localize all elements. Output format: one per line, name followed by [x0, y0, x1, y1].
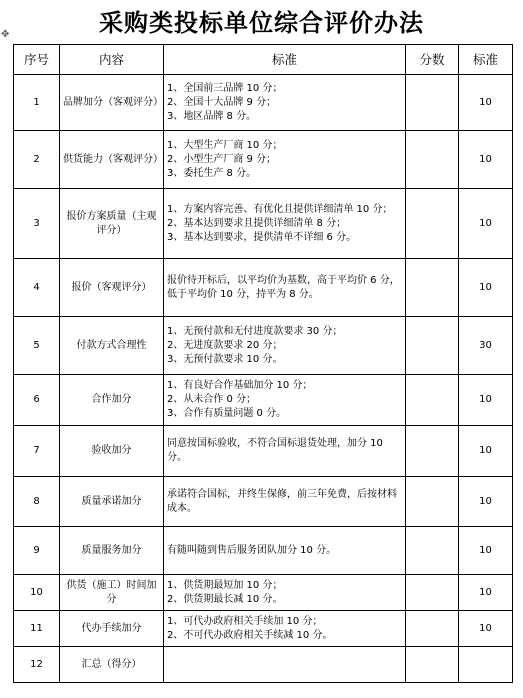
criteria-line: 承诺符合国标，并终生保修，前三年免费，后按材料成本。 — [167, 488, 397, 514]
criteria-line: 1、方案内容完善、有优化且提供详细清单 10 分； — [167, 203, 393, 215]
row-max-score: 10 — [459, 75, 513, 131]
row-number: 6 — [14, 375, 60, 426]
header-max: 标准 — [459, 45, 513, 75]
row-item: 代办手续加分 — [60, 611, 164, 647]
row-criteria — [164, 477, 406, 527]
row-max-score — [459, 647, 513, 683]
row-item: 合作加分 — [60, 375, 164, 426]
criteria-line: 2、基本达到要求且提供详细清单 8 分； — [167, 217, 347, 229]
criteria-line: 3、地区品牌 8 分。 — [167, 110, 257, 122]
criteria-line: 2、供货期最长减 10 分。 — [167, 593, 283, 605]
row-item: 供货（施工）时间加分 — [60, 575, 164, 611]
criteria-line: 2、无进度款要求 20 分； — [167, 339, 283, 351]
row-max-score: 10 — [459, 426, 513, 477]
row-number: 2 — [14, 131, 60, 189]
row-criteria — [164, 575, 406, 611]
row-score-input[interactable] — [406, 611, 459, 647]
row-number: 3 — [14, 189, 60, 259]
criteria-line: 1、大型生产厂商 10 分； — [167, 139, 283, 151]
row-score-input[interactable] — [406, 131, 459, 189]
table-move-handle-icon[interactable]: ✥ — [1, 29, 10, 40]
row-criteria — [164, 426, 406, 477]
row-criteria — [164, 131, 406, 189]
row-score-input[interactable] — [406, 426, 459, 477]
row-score-input[interactable] — [406, 259, 459, 317]
criteria-line: 2、小型生产厂商 9 分； — [167, 153, 277, 165]
row-max-score: 10 — [459, 131, 513, 189]
criteria-line: 3、委托生产 8 分。 — [167, 167, 257, 179]
row-number: 8 — [14, 477, 60, 527]
row-item: 质量承诺加分 — [60, 477, 164, 527]
row-score-input[interactable] — [406, 375, 459, 426]
row-criteria — [164, 611, 406, 647]
row-max-score: 10 — [459, 611, 513, 647]
table-row — [14, 131, 513, 189]
row-item: 质量服务加分 — [60, 527, 164, 575]
row-number: 9 — [14, 527, 60, 575]
row-max-score: 10 — [459, 259, 513, 317]
row-number: 7 — [14, 426, 60, 477]
header-num: 序号 — [14, 45, 60, 75]
row-item: 报价（客观评分） — [60, 259, 164, 317]
criteria-line: 1、全国前三品牌 10 分； — [167, 82, 283, 94]
criteria-line: 1、可代办政府相关手续加 10 分； — [167, 615, 323, 627]
row-score-input[interactable] — [406, 477, 459, 527]
row-criteria — [164, 647, 406, 683]
row-number: 12 — [14, 647, 60, 683]
header-item: 内容 — [60, 45, 164, 75]
criteria-line: 2、从未合作 0 分； — [167, 394, 257, 405]
row-criteria — [164, 259, 406, 317]
criteria-line: 3、基本达到要求，提供清单不详细 6 分。 — [167, 231, 357, 243]
document-title: 采购类投标单位综合评价办法 — [99, 8, 424, 37]
row-max-score: 10 — [459, 575, 513, 611]
row-criteria — [164, 317, 406, 375]
table-row — [14, 477, 513, 527]
row-max-score: 10 — [459, 375, 513, 426]
row-score-input[interactable] — [406, 75, 459, 131]
row-max-score: 10 — [459, 527, 513, 575]
evaluation-table — [13, 44, 513, 683]
criteria-line: 1、供货期最短加 10 分； — [167, 579, 283, 591]
row-item: 报价方案质量（主观评分） — [60, 189, 164, 259]
row-criteria — [164, 189, 406, 259]
table-row — [14, 611, 513, 647]
row-number: 10 — [14, 575, 60, 611]
table-row — [14, 647, 513, 683]
row-max-score: 30 — [459, 317, 513, 375]
criteria-line: 报价待开标后，以平均价为基数，高于平均价 6 分，低于平均价 10 分，持平为 8 分。 — [167, 274, 400, 300]
criteria-line: 3、无预付款要求 10 分。 — [167, 353, 283, 365]
table-row — [14, 426, 513, 477]
row-number: 4 — [14, 259, 60, 317]
row-score-input[interactable] — [406, 527, 459, 575]
criteria-line: 1、无预付款和无付进度款要求 30 分； — [167, 325, 343, 337]
table-row — [14, 575, 513, 611]
table-row — [14, 259, 513, 317]
row-max-score: 10 — [459, 477, 513, 527]
table-body — [14, 75, 513, 683]
row-item: 验收加分 — [60, 426, 164, 477]
header-criteria: 标准 — [164, 45, 406, 75]
table-row — [14, 317, 513, 375]
criteria-line: 2、全国十大品牌 9 分； — [167, 96, 277, 108]
header-score: 分数 — [406, 45, 459, 75]
row-criteria — [164, 75, 406, 131]
row-criteria — [164, 375, 406, 426]
row-criteria — [164, 527, 406, 575]
row-score-input[interactable] — [406, 317, 459, 375]
row-item: 付款方式合理性 — [60, 317, 164, 375]
row-number: 5 — [14, 317, 60, 375]
criteria-line: 有随叫随到售后服务团队加分 10 分。 — [167, 544, 337, 556]
criteria-line: 1、有良好合作基础加分 10 分； — [167, 380, 313, 391]
table-row — [14, 375, 513, 426]
row-score-input[interactable] — [406, 189, 459, 259]
row-max-score: 10 — [459, 189, 513, 259]
table-row — [14, 189, 513, 259]
row-score-input[interactable] — [406, 575, 459, 611]
row-score-input[interactable] — [406, 647, 459, 683]
row-item: 品牌加分（客观评分） — [60, 75, 164, 131]
row-number: 1 — [14, 75, 60, 131]
row-item: 供货能力（客观评分） — [60, 131, 164, 189]
row-item: 汇总（得分） — [60, 647, 164, 683]
row-number: 11 — [14, 611, 60, 647]
table-row — [14, 75, 513, 131]
criteria-line: 2、不可代办政府相关手续减 10 分。 — [167, 629, 333, 641]
criteria-line: 3、合作有质量问题 0 分。 — [167, 408, 287, 419]
table-row — [14, 527, 513, 575]
criteria-line: 同意按国标验收，不符合国标退货处理，加分 10 分。 — [167, 438, 383, 463]
table-header-row — [14, 45, 513, 75]
